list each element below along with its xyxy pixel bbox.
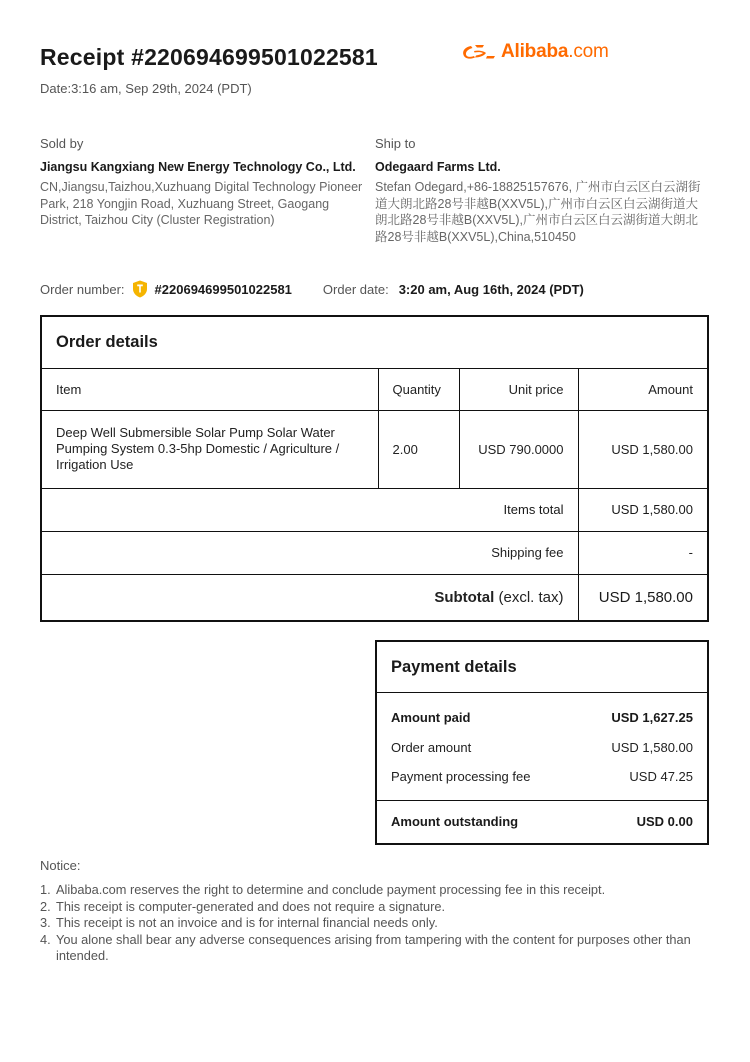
order-date-label: Order date: — [322, 281, 389, 297]
list-item — [40, 915, 710, 932]
amount-paid-row — [391, 703, 693, 733]
amount-outstanding-value: USD 0.00 — [636, 814, 693, 829]
list-item — [40, 932, 710, 965]
amount-paid-value: USD 1,627.25 — [611, 710, 693, 726]
ship-to-section — [375, 136, 705, 245]
subtotal-note: (excl. tax) — [498, 588, 564, 606]
payment-details-heading: Payment details — [377, 642, 707, 693]
trade-assurance-shield-icon — [132, 280, 148, 298]
buyer-name: Odegaard Farms Ltd. — [375, 160, 501, 174]
amount-outstanding-row — [377, 801, 707, 843]
list-item — [40, 882, 710, 899]
table-row — [41, 410, 708, 488]
items-total-value: USD 1,580.00 — [578, 488, 708, 531]
subtotal-label-cell — [41, 574, 578, 621]
notice-text: You alone shall bear any adverse consequences arising from tampering with the content for purposes other than intended. — [56, 931, 691, 963]
order-details-table — [40, 315, 709, 622]
items-total-label: Items total — [41, 488, 578, 531]
subtotal-value: USD 1,580.00 — [578, 574, 708, 621]
order-number-value: #220694699501022581 — [154, 281, 292, 297]
order-number-label: Order number: — [40, 281, 125, 297]
alibaba-logo-icon — [462, 41, 498, 63]
payment-details-box — [375, 640, 709, 845]
receipt-date: Date:3:16 am, Sep 29th, 2024 (PDT) — [40, 81, 252, 96]
notice-text: This receipt is not an invoice and is for internal financial needs only. — [56, 915, 438, 930]
processing-fee-row — [391, 762, 693, 792]
order-details-heading: Order details — [41, 316, 708, 368]
item-amount: USD 1,580.00 — [578, 410, 708, 488]
order-date-value: 3:20 am, Aug 16th, 2024 (PDT) — [398, 281, 584, 297]
processing-fee-value: USD 47.25 — [629, 769, 693, 785]
notice-number: 4. — [40, 931, 51, 947]
logo-wordmark: Alibaba — [501, 41, 569, 62]
notice-text: This receipt is computer-generated and does not require a signature. — [56, 898, 446, 914]
order-info-row — [40, 280, 584, 298]
item-quantity: 2.00 — [378, 410, 459, 488]
item-description: Deep Well Submersible Solar Pump Solar Water Pumping System 0.3-5hp Domestic / Agriculture / Irrigation Use — [41, 410, 378, 488]
amount-paid-label: Amount paid — [391, 710, 471, 726]
order-amount-label: Order amount — [391, 739, 472, 755]
amount-outstanding-label: Amount outstanding — [391, 814, 519, 829]
notice-section — [40, 858, 710, 965]
subtotal-label: Subtotal — [434, 588, 495, 606]
column-header-unit-price: Unit price — [459, 368, 578, 410]
sold-by-label: Sold by — [40, 136, 84, 151]
column-header-item: Item — [41, 368, 378, 410]
order-amount-row — [391, 733, 693, 763]
alibaba-logo[interactable] — [462, 38, 609, 66]
list-item — [40, 899, 710, 916]
notice-number: 3. — [40, 915, 51, 930]
notice-number: 1. — [40, 882, 51, 897]
notice-number: 2. — [40, 898, 51, 914]
seller-name: Jiangsu Kangxiang New Energy Technology Co., Ltd. — [40, 160, 356, 174]
notice-list — [40, 882, 710, 965]
buyer-address: Stefan Odegard,+86-18825157676, 广州市白云区白云湖街道大朗北路28号非越B(XXV5L),广州市白云区白云湖街道大朗北路28号非越B(XXV5L),广州市白云区白云湖街道大朗北路28号非越B(XXV5L),China,510450 — [375, 180, 701, 244]
order-amount-value: USD 1,580.00 — [611, 739, 693, 755]
column-header-quantity: Quantity — [378, 368, 459, 410]
seller-address: CN,Jiangsu,Taizhou,Xuzhuang Digital Technology Pioneer Park, 218 Yongjin Road, Xuzhuang Street, Gaogang District, Taizhou City (Cluster Registration) — [40, 180, 363, 227]
notice-text: Alibaba.com reserves the right to determine and conclude payment processing fee in this receipt. — [56, 882, 606, 897]
processing-fee-label: Payment processing fee — [391, 769, 531, 785]
ship-to-label: Ship to — [375, 136, 416, 151]
page-title: Receipt #220694699501022581 — [40, 44, 378, 70]
column-header-amount: Amount — [578, 368, 708, 410]
logo-suffix: .com — [568, 41, 609, 62]
shipping-fee-value: - — [578, 531, 708, 574]
shipping-fee-label: Shipping fee — [41, 531, 578, 574]
item-unit-price: USD 790.0000 — [459, 410, 578, 488]
sold-by-section — [40, 136, 370, 229]
notice-label: Notice: — [40, 858, 81, 873]
